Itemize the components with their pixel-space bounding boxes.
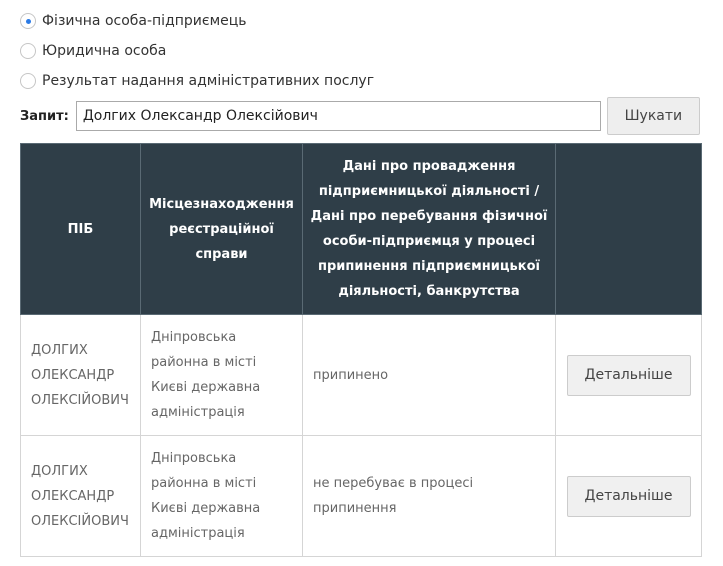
radio-label: Результат надання адміністративних послуг [42,73,375,89]
radio-button-selected[interactable] [20,13,36,29]
cell-status: припинено [303,315,556,436]
cell-action [556,315,702,436]
details-button[interactable]: Детальніше [567,355,691,396]
radio-button[interactable] [20,73,36,89]
column-header-action [556,144,702,315]
radio-admin-services-result[interactable] [20,66,374,96]
query-row [20,97,700,135]
details-button[interactable]: Детальніше [567,476,691,517]
radio-dot [26,19,31,24]
search-button[interactable]: Шукати [607,97,700,135]
radio-label: Юридична особа [42,43,167,59]
column-header-name: ПІБ [21,144,141,315]
search-type-radio-group [20,6,374,96]
radio-legal-entity[interactable] [20,36,374,66]
table-row [21,315,702,436]
query-label: Запит: [20,108,69,124]
cell-location: Дніпровська районна в місті Києві державна адміністрація [141,436,303,557]
cell-location: Дніпровська районна в місті Києві державна адміністрація [141,315,303,436]
table-row [21,436,702,557]
column-header-status: Дані про провадження підприємницької діяльності / Дані про перебування фізичної особи-підприємця у процесі припинення підприємницької діяльності, банкрутства [303,144,556,315]
cell-name: ДОЛГИХ ОЛЕКСАНДР ОЛЕКСІЙОВИЧ [21,436,141,557]
table-header-row [21,144,702,315]
cell-action [556,436,702,557]
cell-status: не перебуває в процесі припинення [303,436,556,557]
radio-individual-entrepreneur[interactable] [20,6,374,36]
column-header-location: Місцезнаходження реєстраційної справи [141,144,303,315]
results-table [20,143,702,557]
radio-label: Фізична особа-підприємець [42,13,247,29]
query-input[interactable] [76,101,601,131]
cell-name: ДОЛГИХ ОЛЕКСАНДР ОЛЕКСІЙОВИЧ [21,315,141,436]
radio-button[interactable] [20,43,36,59]
